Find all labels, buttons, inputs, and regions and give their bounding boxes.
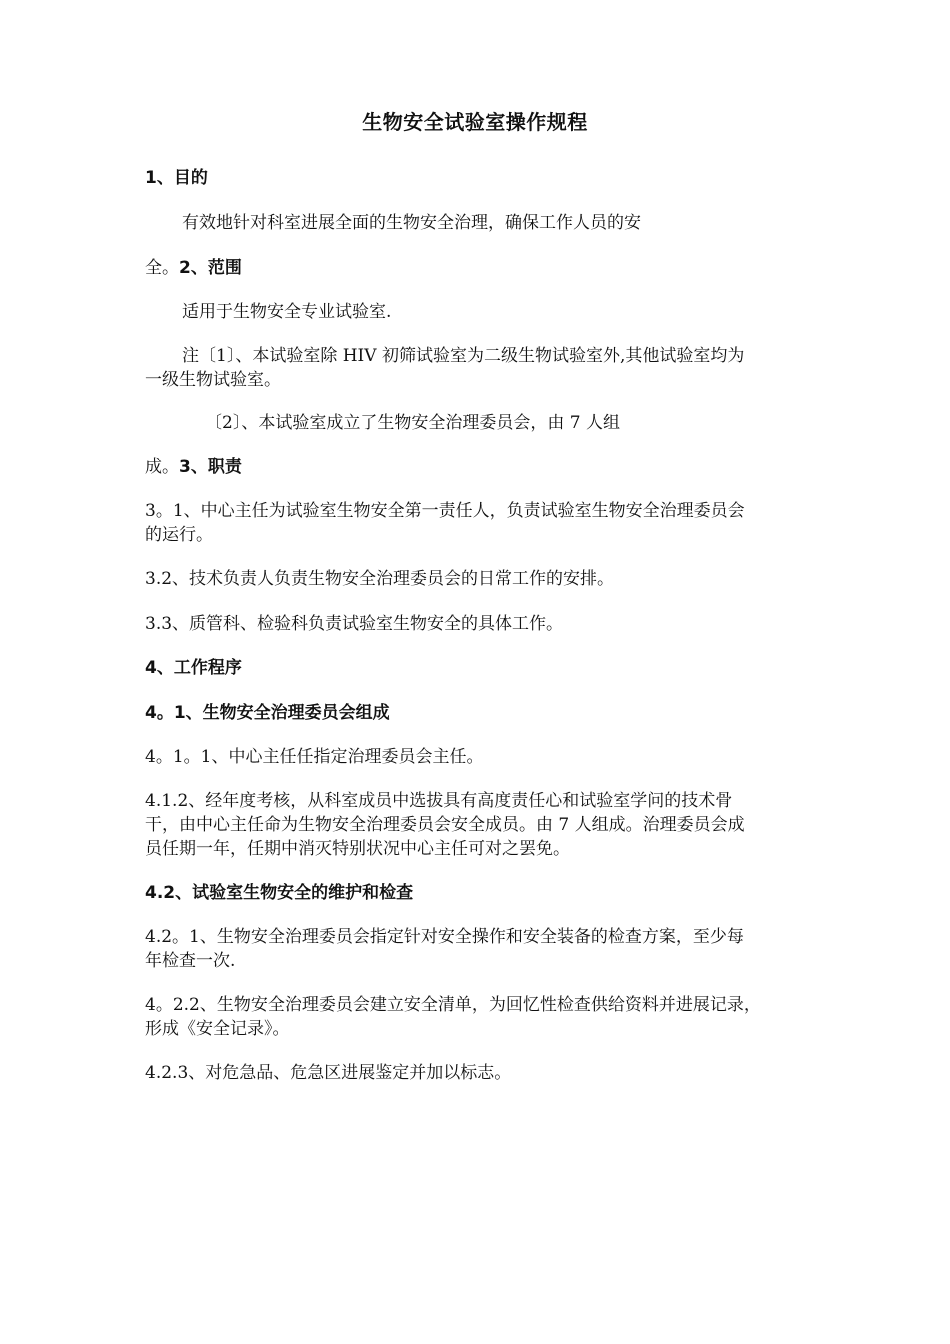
note-2-tail: 成。 — [145, 457, 179, 477]
section-1-text: 有效地针对科室进展全面的生物安全治理，确保工作人员的安 — [182, 213, 641, 233]
section-4-2-2-line-1: 4。2.2、生物安全治理委员会建立安全清单，为回忆性检查供给资料并进展记录， — [145, 995, 761, 1015]
section-4-2-heading: 4.2、试验室生物安全的维护和检查 — [145, 883, 414, 903]
section-4-1-2-line-1: 4.1.2、经年度考核，从科室成员中选拔具有高度责任心和试验室学问的技术骨 — [145, 791, 733, 811]
document-title: 生物安全试验室操作规程 — [362, 110, 588, 134]
section-3-1-line-2: 的运行。 — [145, 525, 213, 545]
section-2-text: 适用于生物安全专业试验室. — [182, 302, 392, 322]
section-2-heading: 2、范围 — [179, 258, 242, 278]
section-3-heading: 3、职责 — [179, 457, 242, 477]
note-2-3-line — [145, 455, 815, 479]
section-4-heading: 4、工作程序 — [145, 658, 242, 678]
note-1-line-2: 一级生物试验室。 — [145, 370, 281, 390]
note-2: 〔2〕、本试验室成立了生物安全治理委员会，由 7 人组 — [205, 413, 620, 433]
section-3-1-line-1: 3。1、中心主任为试验室生物安全第一责任人，负责试验室生物安全治理委员会 — [145, 501, 745, 521]
section-4-2-2-line-2: 形成《安全记录》。 — [145, 1019, 290, 1039]
section-4-1-heading: 4。1、生物安全治理委员会组成 — [145, 703, 390, 723]
section-4-1-1: 4。1。1、中心主任任指定治理委员会主任。 — [145, 747, 484, 767]
note-1-line-1: 注〔1〕、本试验室除 HIV 初筛试验室为二级生物试验室外,其他试验室均为 — [182, 346, 745, 366]
section-4-1-2-line-3: 员任期一年，任期中消灭特别状况中心主任可对之罢免。 — [145, 839, 570, 859]
section-4-2-3: 4.2.3、对危急品、危急区进展鉴定并加以标志。 — [145, 1063, 512, 1083]
section-1-heading: 1、目的 — [145, 168, 208, 188]
section-3-3: 3.3、质管科、检验科负责试验室生物安全的具体工作。 — [145, 614, 564, 634]
section-3-2: 3.2、技术负责人负责生物安全治理委员会的日常工作的安排。 — [145, 569, 615, 589]
section-4-1-2-line-2: 干，由中心主任命为生物安全治理委员会安全成员。由 7 人组成。治理委员会成 — [145, 815, 745, 835]
section-4-2-1-line-1: 4.2。1、生物安全治理委员会指定针对安全操作和安全装备的检查方案，至少每 — [145, 927, 744, 947]
section-1-2-line — [145, 256, 815, 280]
section-4-2-1-line-2: 年检查一次. — [145, 951, 236, 971]
section-1-text-tail: 全。 — [145, 258, 179, 278]
